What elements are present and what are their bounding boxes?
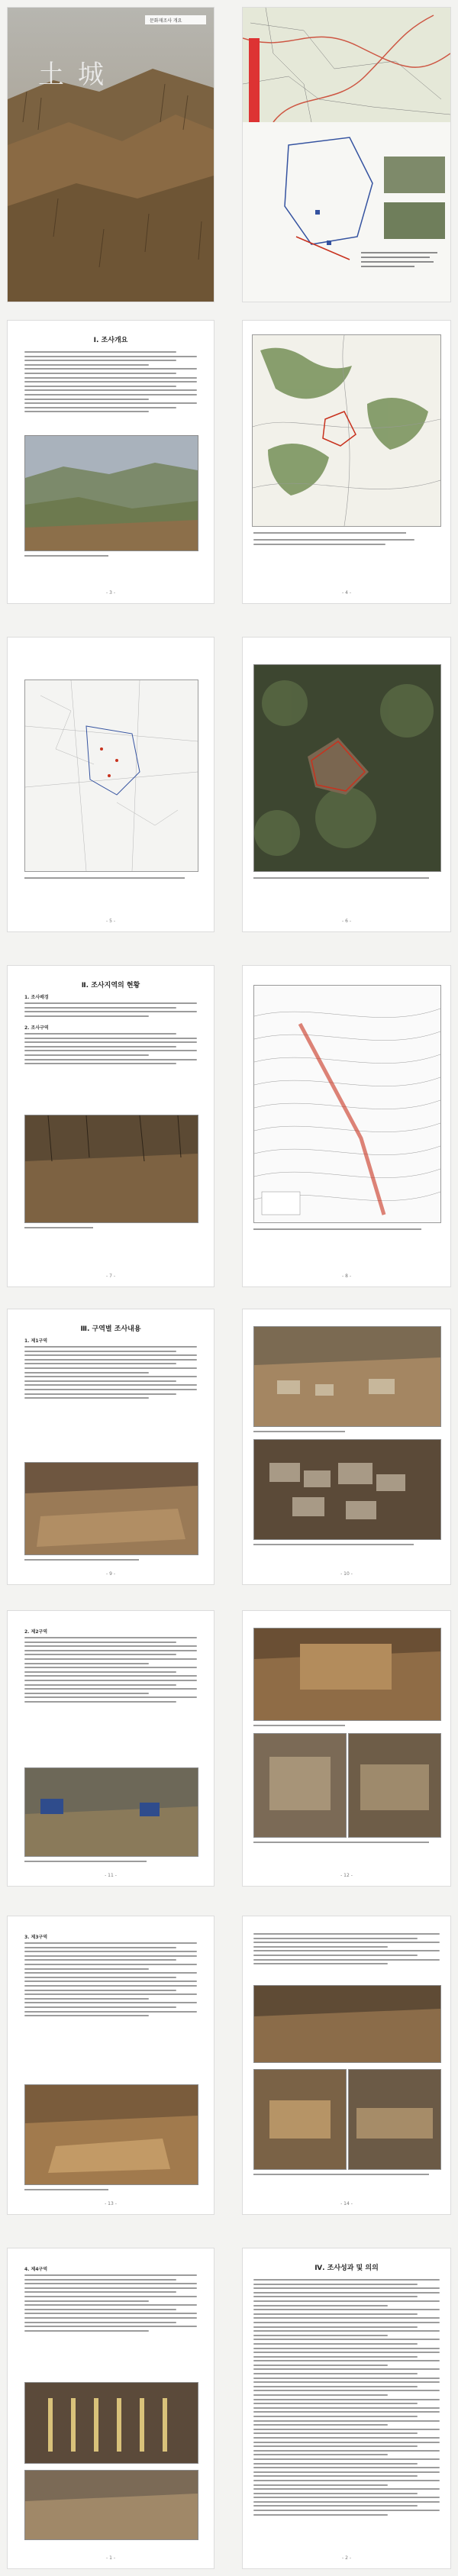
page-number: - 6 -: [342, 918, 351, 924]
header-tag: 문화재조사 개요: [150, 18, 182, 24]
page-4: [243, 321, 450, 603]
conclusion-text: [253, 2279, 440, 2518]
zone1-text: [24, 1346, 197, 1402]
page-10: [243, 1309, 450, 1584]
subsection-title: 4. 제4구역: [24, 2267, 48, 2272]
wall-section-photo: [253, 1628, 441, 1721]
page-8: [243, 966, 450, 1286]
contour-map: [253, 985, 441, 1223]
page-6: [243, 638, 450, 931]
stake-photo: [24, 2382, 198, 2464]
subsection-title: 1. 조사배경: [24, 995, 49, 1000]
page-16: [243, 2248, 450, 2568]
photo-caption: [24, 554, 108, 558]
page-9: [8, 1309, 214, 1584]
page-number: - 5 -: [106, 918, 115, 924]
photo-caption: [253, 1429, 345, 1434]
regional-map: [243, 8, 450, 302]
detail-photo-left: [253, 2069, 347, 2170]
cover-photo: [8, 8, 214, 302]
photo-caption: [24, 1859, 147, 1864]
page-12: [243, 1611, 450, 1886]
site-photo: [24, 2470, 198, 2540]
cover-page: [8, 8, 214, 302]
photo-caption: [24, 1225, 93, 1230]
page-number: - 8 -: [342, 1273, 351, 1279]
location-map-page: [243, 8, 450, 302]
page-number: - 13 -: [105, 2201, 117, 2206]
area-text: [24, 1033, 197, 1067]
detail-photo-left: [253, 1733, 347, 1838]
page-number: - 10 -: [340, 1571, 353, 1577]
subsection-title: 3. 제3구역: [24, 1935, 48, 1940]
photo-caption: [253, 1723, 345, 1728]
map-caption: [253, 531, 406, 535]
photo-caption: [253, 1542, 414, 1547]
page-number: - 14 -: [340, 2201, 353, 2206]
section-title: Ⅲ. 구역별 조사내용: [80, 1325, 141, 1333]
site-photo: [24, 1115, 198, 1223]
zone3-text: [24, 1942, 197, 2019]
page-5: [8, 638, 214, 931]
site-photo: [24, 1767, 198, 1857]
page-number: - 1 -: [106, 2555, 115, 2561]
page-number: - 11 -: [105, 1873, 117, 1878]
page-7: [8, 966, 214, 1286]
cover-title: 土城: [38, 60, 118, 90]
map-caption: [24, 876, 185, 880]
page-number: - 3 -: [106, 590, 115, 596]
subsection-title: 1. 제1구역: [24, 1338, 48, 1344]
page-11: [8, 1611, 214, 1886]
map-caption-lines: [253, 539, 437, 547]
page-14: [243, 1916, 450, 2214]
zone4-text: [24, 2274, 197, 2334]
map-caption: [253, 1227, 421, 1232]
trench-photo: [253, 1326, 441, 1427]
page-number: - 7 -: [106, 1273, 115, 1279]
subsection-title: 2. 제2구역: [24, 1629, 48, 1635]
topographic-map: [252, 334, 441, 527]
page-3: [8, 321, 214, 603]
background-text: [24, 1002, 197, 1019]
photo-caption: [253, 876, 429, 880]
page-13: [8, 1916, 214, 2214]
photo-caption: [253, 1840, 429, 1845]
page-15: [8, 2248, 214, 2568]
excavation-photo: [24, 1462, 198, 1555]
detail-photo-right: [348, 1733, 441, 1838]
page-number: - 12 -: [340, 1873, 353, 1878]
stone-wall-photo: [253, 1439, 441, 1540]
detail-photo-right: [348, 2069, 441, 2170]
page-number: - 2 -: [342, 2555, 351, 2561]
photo-caption: [24, 1558, 139, 1562]
subsection-title: 2. 조사구역: [24, 1025, 49, 1031]
zone3-text-continued: [253, 1933, 440, 1968]
photo-caption: [253, 2172, 429, 2177]
page-number: - 9 -: [106, 1571, 115, 1577]
excavation-photo: [24, 2084, 198, 2185]
site-photo: [24, 435, 198, 551]
photo-caption: [24, 2187, 108, 2192]
zone2-text: [24, 1637, 197, 1706]
trench-photo: [253, 1985, 441, 2063]
aerial-photo: [253, 664, 441, 872]
overview-text: [24, 351, 197, 415]
section-title: Ⅰ. 조사개요: [93, 337, 128, 344]
section-title: Ⅳ. 조사성과 및 의의: [314, 2264, 379, 2272]
survey-area-map: [24, 680, 198, 872]
section-title: Ⅱ. 조사지역의 현황: [81, 982, 140, 989]
page-number: - 4 -: [342, 590, 351, 596]
